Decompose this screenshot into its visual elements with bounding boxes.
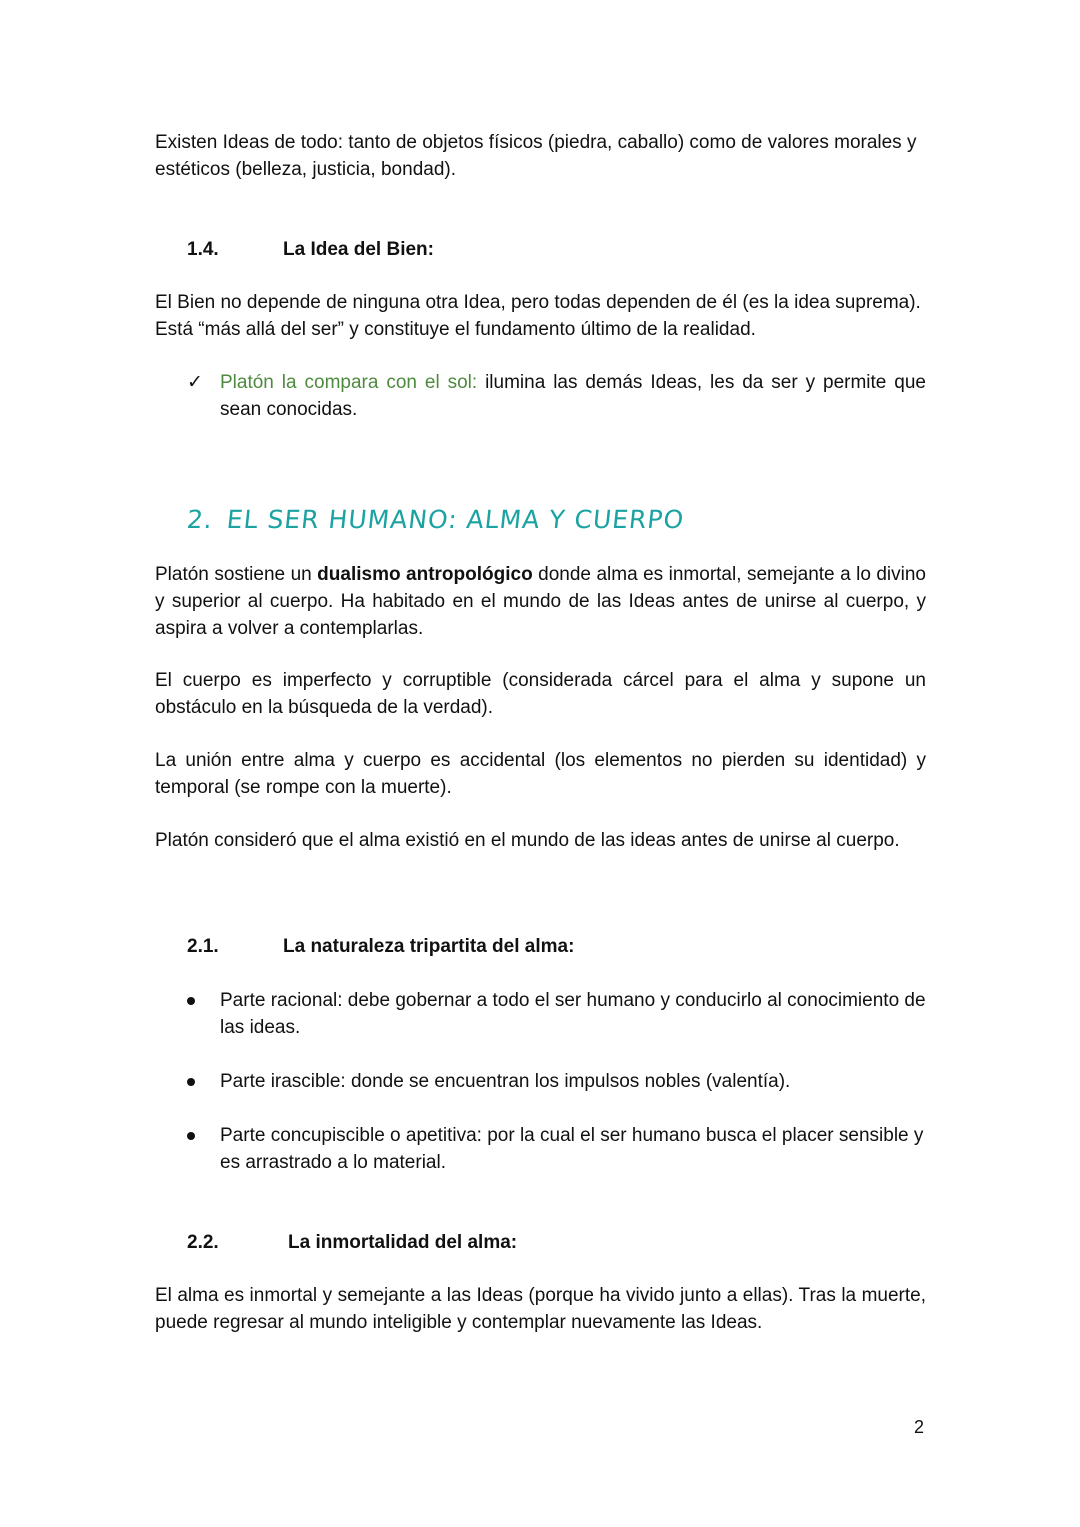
subheading-title: La naturaleza tripartita del alma: xyxy=(283,936,575,957)
bullet-icon xyxy=(187,1132,195,1140)
paragraph-body: El cuerpo es imperfecto y corruptible (considerada cárcel para el alma y supone un obstáculo en la búsqueda de la verdad). xyxy=(155,670,926,718)
subheading-title: La inmortalidad del alma: xyxy=(288,1232,518,1253)
check-item-rest: ilumina las demás Ideas, les da ser y permite que sean conocidas. xyxy=(220,372,926,420)
subheading-title: La Idea del Bien: xyxy=(283,239,434,260)
bullet-icon xyxy=(187,1078,195,1086)
section-heading-2 xyxy=(185,503,686,537)
bullet-icon xyxy=(187,997,195,1005)
paragraph-union: La unión entre alma y cuerpo es accidental (los elementos no pierden su identidad) y temporal (se rompe con la muerte). xyxy=(155,750,926,798)
highlighted-text: Platón la compara con el sol: xyxy=(220,372,478,393)
paragraph-immortality: El alma es inmortal y semejante a las Ideas (porque ha vivido junto a ellas). Tras la muerte, puede regresar al mundo inteligible y contemplar nuevamente las Ideas. xyxy=(155,1285,926,1333)
subheading-2-2 xyxy=(187,1229,517,1256)
paragraph-ideas-of-everything: Existen Ideas de todo: tanto de objetos físicos (piedra, caballo) como de valores morales y estéticos (belleza, justicia, bondad). xyxy=(155,132,917,180)
list-item-text: Parte irascible: donde se encuentran los impulsos nobles (valentía). xyxy=(220,1071,791,1092)
list-item xyxy=(187,987,926,1041)
list-item xyxy=(187,1068,926,1095)
check-item-text xyxy=(220,369,926,423)
paragraph-idea-of-good: El Bien no depende de ninguna otra Idea, pero todas dependen de él (es la idea suprema). Está “más allá del ser” y constituye el fundamento último de la realidad. xyxy=(155,292,921,340)
dualism-text-pre: Platón sostiene un xyxy=(155,564,318,585)
dualism-text-post: donde alma es inmortal, semejante a lo divino y superior al cuerpo. Ha habitado en el mundo de las Ideas antes de unirse al cuerpo, y aspira a volver a contemplarlas. xyxy=(155,564,926,639)
page-number: 2 xyxy=(914,1417,925,1437)
checkmark-icon: ✓ xyxy=(187,372,203,393)
paragraph-dualism xyxy=(155,561,926,642)
subheading-number: 1.4. xyxy=(187,239,219,260)
check-list-item xyxy=(187,369,926,423)
paragraph-soul-existed: Platón consideró que el alma existió en el mundo de las ideas antes de unirse al cuerpo. xyxy=(155,830,900,851)
subheading-number: 2.2. xyxy=(187,1232,219,1253)
subheading-number: 2.1. xyxy=(187,936,219,957)
list-item-text: Parte concupiscible o apetitiva: por la cual el ser humano busca el placer sensible y es arrastrado a lo material. xyxy=(220,1125,924,1173)
subheading-1-4 xyxy=(187,236,434,263)
section-title: EL SER HUMANO: ALMA Y CUERPO xyxy=(225,505,686,534)
subheading-2-1 xyxy=(187,933,574,960)
list-item xyxy=(187,1122,926,1176)
section-number: 2. xyxy=(185,505,215,534)
dualism-bold-term: dualismo antropológico xyxy=(317,564,533,585)
list-item-text: Parte racional: debe gobernar a todo el ser humano y conducirlo al conocimiento de las ideas. xyxy=(220,990,926,1038)
